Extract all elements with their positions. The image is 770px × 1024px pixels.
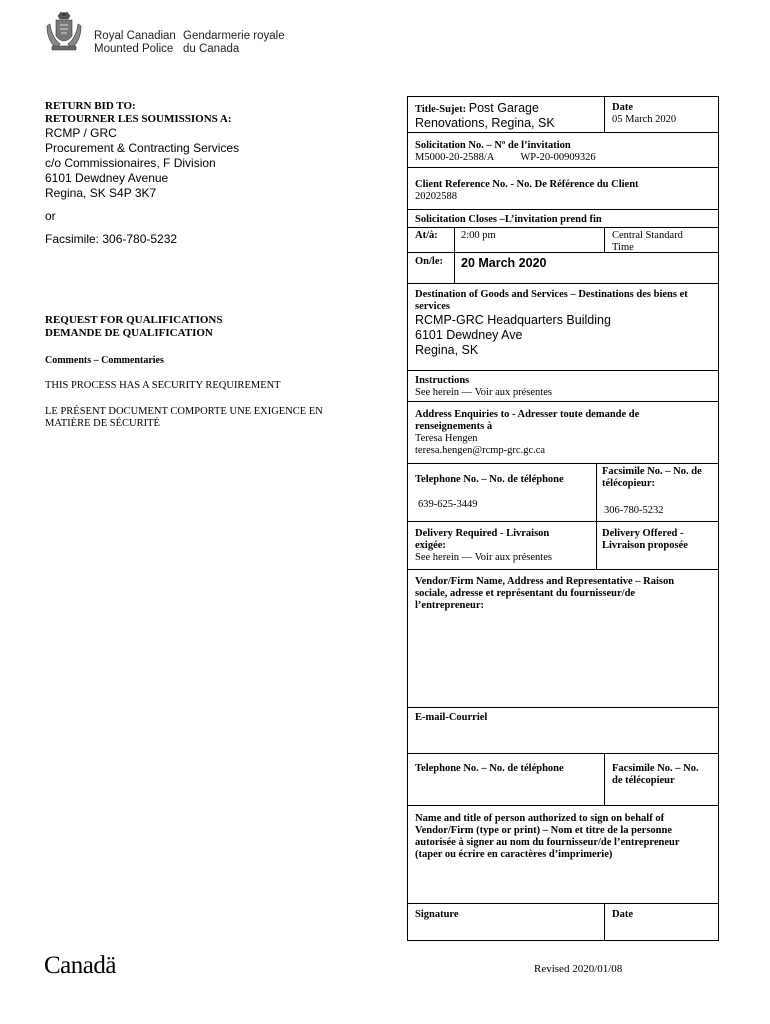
return-address-line: Procurement & Contracting Services — [45, 141, 240, 155]
vendor-field[interactable] — [415, 576, 715, 612]
vendor-telephone-label: Telephone No. – No. de téléphone — [415, 763, 564, 774]
security-requirement-fr: LE PRÉSENT DOCUMENT COMPORTE UNE EXIGENCE EN — [45, 406, 323, 417]
enquiries-label: Address Enquiries to - Adresser toute demande de — [415, 409, 640, 420]
at-label: At/à: — [415, 230, 438, 241]
timezone: Time — [612, 242, 634, 253]
email-field[interactable] — [415, 712, 715, 724]
client-reference-value: 20202588 — [415, 191, 457, 202]
agency-name-fr-line1: Gendarmerie royale — [183, 30, 285, 42]
return-address-line: 6101 Dewdney Avenue — [45, 171, 169, 185]
instructions-label: Instructions — [415, 375, 470, 386]
return-address — [45, 126, 239, 201]
date-value: 05 March 2020 — [612, 114, 677, 125]
return-bid-label-fr: RETOURNER LES SOUMISSIONS A: — [45, 112, 232, 125]
facsimile-label: Facsimile No. – No. de — [602, 466, 702, 477]
facsimile-label: télécopieur: — [602, 478, 656, 489]
enquiries-name: Teresa Hengen — [415, 433, 478, 444]
destination-line: 6101 Dewdney Ave — [415, 328, 523, 342]
authorized-person-label: Vendor/Firm (type or print) – Nom et titre de la personne — [415, 825, 673, 836]
telephone-label: Telephone No. – No. de téléphone — [415, 474, 564, 485]
bid-form-table — [407, 96, 719, 941]
on-label: On/le: — [415, 256, 443, 267]
authorized-person-field[interactable] — [415, 813, 715, 861]
agency-name-en-line2: Mounted Police — [94, 43, 174, 55]
request-title-fr: DEMANDE DE QUALIFICATION — [45, 326, 213, 339]
vendor-label: l’entrepreneur: — [415, 600, 485, 611]
closing-time: 2:00 pm — [461, 230, 496, 241]
delivery-offered-label: Livraison proposée — [602, 540, 688, 551]
security-requirement-fr: MATIÈRE DE SÉCURITÉ — [45, 418, 160, 429]
signature-field[interactable] — [415, 909, 603, 921]
vendor-facsimile-label: Facsimile No. – No. — [612, 763, 699, 774]
solicitation-closes-label: Solicitation Closes –L’invitation prend fin — [415, 214, 602, 225]
revised-date: Revised 2020/01/08 — [534, 963, 623, 975]
vendor-label: sociale, adresse et représentant du fournisseur/de — [415, 588, 636, 599]
title-label: Title-Sujet: — [415, 104, 467, 115]
authorized-person-label: Name and title of person authorized to sign on behalf of — [415, 813, 665, 824]
email-label: E-mail-Courriel — [415, 712, 488, 723]
vendor-facsimile-field[interactable] — [612, 763, 716, 787]
signature-date-label: Date — [612, 909, 633, 920]
authorized-person-label: autorisée à signer au nom du fournisseur/de l’entrepreneur — [415, 837, 680, 848]
return-address-line: RCMP / GRC — [45, 126, 117, 140]
instructions-value: See herein — Voir aux présentes — [415, 387, 552, 398]
destination-label: Destination of Goods and Services – Destinations des biens et — [415, 289, 688, 300]
or-text: or — [45, 209, 56, 223]
signature-label: Signature — [415, 909, 459, 920]
delivery-offered-label: Delivery Offered - — [602, 528, 684, 539]
return-fax: Facsimile: 306-780-5232 — [45, 232, 178, 246]
client-reference-label: Client Reference No. - No. De Référence du Client — [415, 179, 639, 190]
comments-label: Comments – Commentaries — [45, 355, 164, 366]
rcmp-crest-icon — [44, 10, 84, 54]
delivery-required-label: Delivery Required - Livraison — [415, 528, 550, 539]
return-bid-label-en: RETURN BID TO: — [45, 100, 136, 112]
facsimile-value: 306-780-5232 — [604, 505, 664, 516]
vendor-telephone-field[interactable] — [415, 763, 603, 775]
return-address-line: c/o Commissionaires, F Division — [45, 156, 216, 170]
timezone: Central Standard — [612, 230, 683, 241]
enquiries-label: renseignements à — [415, 421, 493, 432]
agency-name-en-line1: Royal Canadian — [94, 30, 176, 42]
title-value: Renovations, Regina, SK — [415, 116, 555, 130]
destination-line: Regina, SK — [415, 343, 479, 357]
canada-wordmark: Canadä — [44, 952, 116, 979]
vendor-label: Vendor/Firm Name, Address and Representative – Raison — [415, 576, 675, 587]
date-label: Date — [612, 102, 633, 113]
vendor-facsimile-label: de télécopieur — [612, 775, 675, 786]
destination-line: RCMP-GRC Headquarters Building — [415, 313, 611, 327]
telephone-value: 639-625-3449 — [418, 499, 478, 510]
enquiries-email: teresa.hengen@rcmp-grc.gc.ca — [415, 445, 546, 456]
closing-date: 20 March 2020 — [461, 256, 547, 270]
solicitation-number-label: Solicitation No. – Nº de l’invitation — [415, 140, 571, 151]
delivery-required-label: exigée: — [415, 540, 446, 551]
authorized-person-label: (taper ou écrire en caractères d’imprimerie) — [415, 849, 613, 860]
solicitation-wp-number: WP-20-00909326 — [520, 152, 596, 163]
return-address-line: Regina, SK S4P 3K7 — [45, 186, 157, 200]
security-requirement-en: THIS PROCESS HAS A SECURITY REQUIREMENT — [45, 380, 281, 391]
title-value: Post Garage — [468, 101, 539, 115]
destination-label: services — [415, 301, 450, 312]
solicitation-number: M5000-20-2588/A — [415, 152, 495, 163]
delivery-required-value: See herein — Voir aux présentes — [415, 552, 552, 563]
agency-name-fr-line2: du Canada — [183, 43, 240, 55]
request-title-en: REQUEST FOR QUALIFICATIONS — [45, 314, 223, 326]
signature-date-field[interactable] — [612, 909, 716, 921]
